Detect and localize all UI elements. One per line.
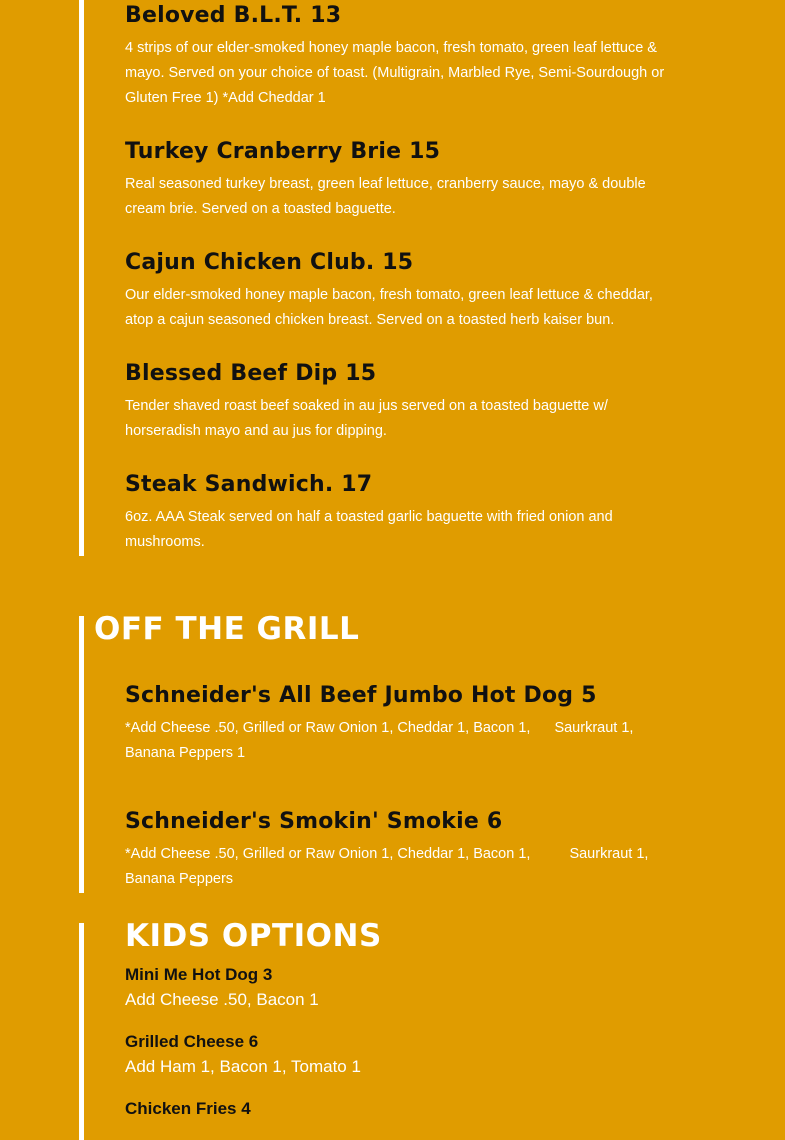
item-title-cajun-chicken-club: Cajun Chicken Club. 15 xyxy=(125,250,414,275)
sandwich-section-bar xyxy=(79,0,84,556)
kids-item-name-mini-me-hot-dog: Mini Me Hot Dog 3 xyxy=(125,965,273,984)
item-description-turkey-cranberry-brie: Real seasoned turkey breast, green leaf lettuce, cranberry sauce, mayo & double cream brie. Served on a toasted baguette. xyxy=(125,176,646,217)
item-description-smokin-smokie-part-a: *Add Cheese .50, Grilled or Raw Onion 1, Cheddar 1, Bacon 1, xyxy=(125,846,531,862)
kids-item-addons-grilled-cheese: Add Ham 1, Bacon 1, Tomato 1 xyxy=(125,1057,361,1076)
item-title-jumbo-hot-dog: Schneider's All Beef Jumbo Hot Dog 5 xyxy=(125,683,597,708)
kids-item-name-grilled-cheese: Grilled Cheese 6 xyxy=(125,1032,259,1051)
item-title-steak-sandwich: Steak Sandwich. 17 xyxy=(125,472,373,497)
item-description-smokin-smokie xyxy=(125,842,655,892)
item-description-jumbo-hot-dog xyxy=(125,716,645,766)
item-title-blt: Beloved B.L.T. 13 xyxy=(125,3,342,28)
item-description-steak-sandwich: 6oz. AAA Steak served on half a toasted garlic baguette with fried onion and mushrooms. xyxy=(125,509,613,550)
kids-item-addons-mini-me-hot-dog: Add Cheese .50, Bacon 1 xyxy=(125,990,319,1009)
item-description-blessed-beef-dip: Tender shaved roast beef soaked in au jus served on a toasted baguette w/ horseradish mayo and au jus for dipping. xyxy=(125,398,608,439)
section-heading-off-the-grill: OFF THE GRILL xyxy=(94,611,360,647)
item-description-cajun-chicken-club: Our elder-smoked honey maple bacon, fresh tomato, green leaf lettuce & cheddar, atop a cajun seasoned chicken breast. Served on a toasted herb kaiser bun. xyxy=(125,287,653,328)
section-heading-kids-options: KIDS OPTIONS xyxy=(125,918,382,954)
item-title-blessed-beef-dip: Blessed Beef Dip 15 xyxy=(125,361,377,386)
item-title-smokin-smokie: Schneider's Smokin' Smokie 6 xyxy=(125,809,503,834)
kids-section-bar xyxy=(79,923,84,1140)
item-description-jumbo-hot-dog-part-b: Saurkraut 1, Banana Peppers 1 xyxy=(125,720,634,761)
item-description-blt: 4 strips of our elder-smoked honey maple bacon, fresh tomato, green leaf lettuce & mayo. Served on your choice of toast. (Multigrain, Marbled Rye, Semi-Sourdough or Gluten Free 1) *Add Cheddar 1 xyxy=(125,40,665,106)
item-description-smokin-smokie-part-b: Saurkraut 1, Banana Peppers xyxy=(125,846,649,887)
kids-item-name-chicken-fries: Chicken Fries 4 xyxy=(125,1099,251,1118)
grill-section-bar xyxy=(79,616,84,893)
item-description-jumbo-hot-dog-part-a: *Add Cheese .50, Grilled or Raw Onion 1, Cheddar 1, Bacon 1, xyxy=(125,720,531,736)
item-title-turkey-cranberry-brie: Turkey Cranberry Brie 15 xyxy=(125,139,441,164)
